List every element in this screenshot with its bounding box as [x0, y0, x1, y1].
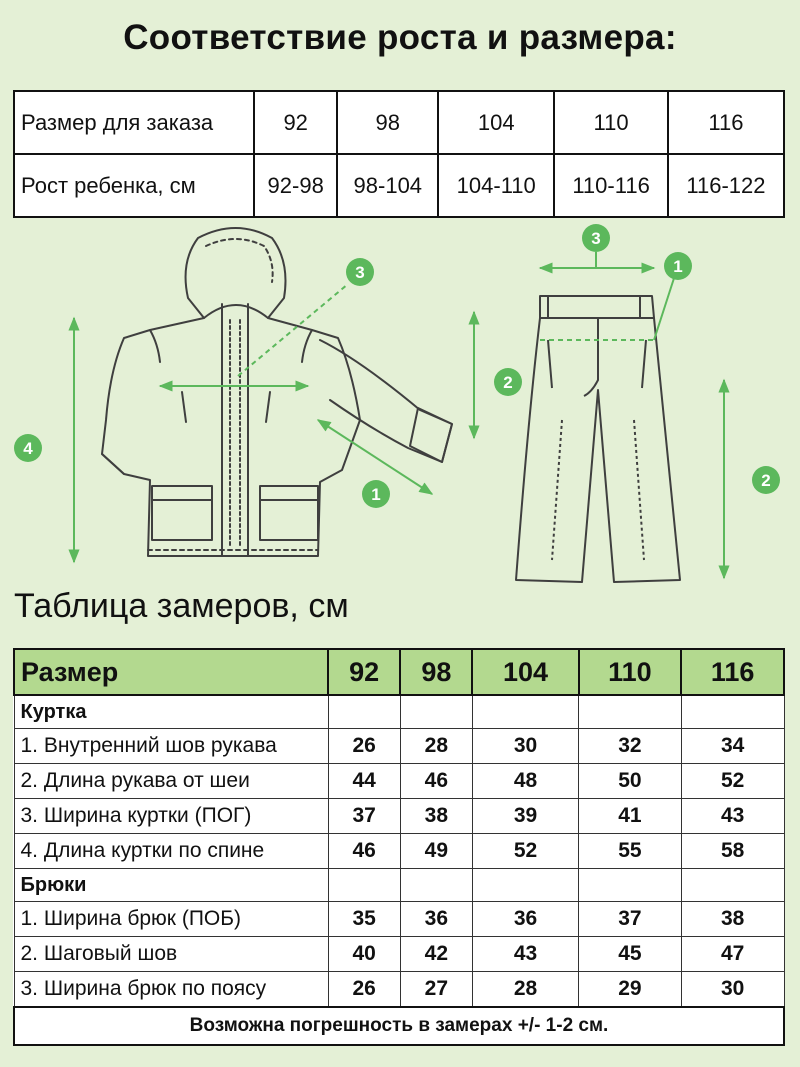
cell-order-size-116: 116 [668, 91, 784, 154]
table-cell: 55 [579, 834, 682, 869]
table-cell: 50 [579, 764, 682, 799]
jacket-lower-pocket-right [260, 486, 318, 540]
size-correspondence-table [13, 90, 785, 218]
pants-belt-loops [548, 296, 640, 318]
cell-height-92: 92-98 [254, 154, 337, 217]
table-row [14, 799, 784, 834]
jacket-right-sleeve [320, 340, 452, 462]
row-label: 1. Внутренний шов рукава [14, 729, 328, 764]
measurements-table [13, 648, 785, 1046]
table-cell: 52 [681, 764, 784, 799]
table-cell: 28 [472, 972, 578, 1008]
header-size-104: 104 [472, 649, 578, 695]
table-cell: 46 [400, 764, 472, 799]
pants-marker-3-label: 3 [591, 229, 601, 248]
measurements-title: Таблица замеров, см [14, 587, 349, 625]
table-cell: 37 [579, 902, 682, 937]
table-cell: 34 [681, 729, 784, 764]
pants-waistband [540, 296, 654, 318]
table-cell: 38 [681, 902, 784, 937]
table-cell: 38 [400, 799, 472, 834]
jacket-hood [186, 228, 286, 318]
table-cell: 49 [400, 834, 472, 869]
table-cell: 42 [400, 937, 472, 972]
pants-hip-pointer [654, 272, 676, 340]
pants-fly [584, 318, 598, 396]
page-title: Соответствие роста и размера: [123, 18, 677, 57]
pants-crease-right [634, 420, 644, 560]
table-cell: 27 [400, 972, 472, 1008]
table-cell: 29 [579, 972, 682, 1008]
table-row [14, 834, 784, 869]
row-label: 1. Ширина брюк (ПОБ) [14, 902, 328, 937]
note-row [14, 1007, 784, 1045]
table-row [14, 902, 784, 937]
row-label: 2. Длина рукава от шеи [14, 764, 328, 799]
pants-crease-left [552, 420, 562, 560]
cell-order-size-104: 104 [438, 91, 554, 154]
table-row [14, 972, 784, 1008]
row-label-order-size: Размер для заказа [14, 91, 254, 154]
table-cell: 58 [681, 834, 784, 869]
header-size-110: 110 [579, 649, 682, 695]
jacket-marker-1-label: 1 [371, 485, 381, 504]
measurements-header-row [14, 649, 784, 695]
jacket-marker-4-label: 4 [23, 439, 33, 458]
cell-height-116: 116-122 [668, 154, 784, 217]
pants-markers [582, 224, 780, 494]
jacket-markers [14, 258, 522, 508]
table-cell: 26 [328, 729, 400, 764]
table-cell: 44 [328, 764, 400, 799]
header-size-116: 116 [681, 649, 784, 695]
section-row-pants [14, 869, 784, 902]
row-label-child-height: Рост ребенка, см [14, 154, 254, 217]
table-cell: 32 [579, 729, 682, 764]
table-cell: 26 [328, 972, 400, 1008]
row-label: 4. Длина куртки по спине [14, 834, 328, 869]
table-cell: 43 [472, 937, 578, 972]
cell-order-size-98: 98 [337, 91, 438, 154]
table-cell: 52 [472, 834, 578, 869]
table-cell: 37 [328, 799, 400, 834]
cell-order-size-110: 110 [554, 91, 668, 154]
cell-height-104: 104-110 [438, 154, 554, 217]
jacket-zipper [222, 304, 248, 556]
header-size-98: 98 [400, 649, 472, 695]
measurement-tolerance-note: Возможна погрешность в замерах +/- 1-2 см. [14, 1007, 784, 1045]
jacket-zipper-stitch [230, 320, 240, 548]
table-cell: 30 [681, 972, 784, 1008]
section-row-jacket [14, 695, 784, 729]
header-size-92: 92 [328, 649, 400, 695]
table-cell: 43 [681, 799, 784, 834]
table-cell: 30 [472, 729, 578, 764]
table-cell: 48 [472, 764, 578, 799]
size-table-row-order-size [14, 91, 784, 154]
jacket-sleeve-from-neck-line [238, 284, 348, 376]
jacket-left-cuff [102, 454, 124, 474]
pants-pocket-right [642, 340, 646, 388]
jacket-marker-2-label: 2 [503, 373, 513, 392]
table-cell: 36 [472, 902, 578, 937]
pants-measure-lines [540, 252, 724, 578]
pants-marker-1-label: 1 [673, 257, 683, 276]
table-cell: 35 [328, 902, 400, 937]
row-label: 3. Ширина брюк по поясу [14, 972, 328, 1008]
table-cell: 46 [328, 834, 400, 869]
table-cell: 39 [472, 799, 578, 834]
table-cell: 40 [328, 937, 400, 972]
header-size-label: Размер [14, 649, 328, 695]
jacket-hood-inner [206, 239, 273, 282]
cell-order-size-92: 92 [254, 91, 337, 154]
table-cell: 41 [579, 799, 682, 834]
row-label: 2. Шаговый шов [14, 937, 328, 972]
cell-height-110: 110-116 [554, 154, 668, 217]
jacket-lower-pocket-left [152, 486, 212, 540]
size-table-row-child-height [14, 154, 784, 217]
table-row [14, 729, 784, 764]
table-cell: 36 [400, 902, 472, 937]
table-row [14, 937, 784, 972]
jacket-marker-3-label: 3 [355, 263, 365, 282]
pants-marker-2-label: 2 [761, 471, 771, 490]
table-row [14, 764, 784, 799]
table-cell: 28 [400, 729, 472, 764]
table-cell: 47 [681, 937, 784, 972]
cell-height-98: 98-104 [337, 154, 438, 217]
table-cell: 45 [579, 937, 682, 972]
jacket-chest-pocket-left [182, 392, 186, 422]
jacket-right-cuff [410, 408, 452, 462]
jacket-chest-pocket-right [266, 392, 270, 422]
row-label: 3. Ширина куртки (ПОГ) [14, 799, 328, 834]
jacket-drawing [102, 228, 452, 556]
section-title-pants: Брюки [14, 869, 328, 902]
section-title-jacket: Куртка [14, 695, 328, 729]
measurement-diagram [0, 215, 800, 585]
pants-pocket-left [548, 340, 552, 388]
